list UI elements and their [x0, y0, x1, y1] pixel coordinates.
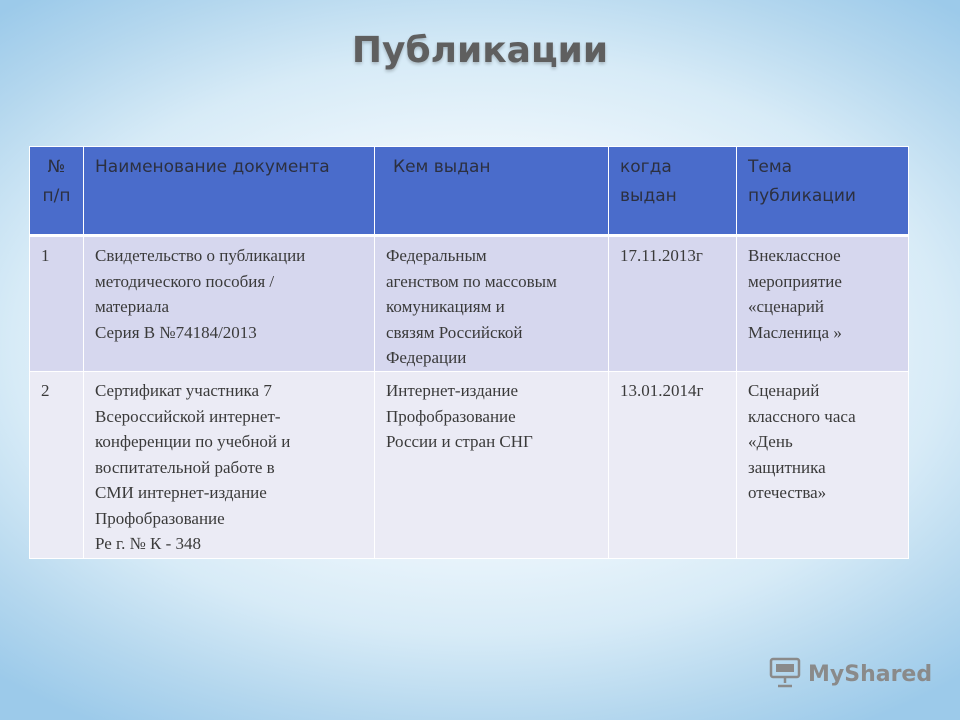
text-line: Федеральным — [386, 246, 487, 265]
text-line: мероприятие — [748, 271, 842, 291]
cell-number: 1 — [30, 236, 84, 372]
text-line: Профобразование — [386, 406, 516, 426]
text-line: конференции по учебной и — [95, 432, 291, 451]
text-line: Интернет-издание — [386, 381, 519, 400]
cell-document-name — [84, 236, 375, 372]
text-line: классного часа — [748, 406, 856, 426]
text-line: отечества» — [748, 483, 827, 502]
publications-table — [29, 146, 909, 559]
text-line: материала — [95, 297, 170, 316]
cell-issued-by — [375, 372, 609, 559]
text-line: Серия В №74184/2013 — [95, 322, 257, 342]
table-row — [30, 372, 909, 559]
text-line: защитника — [748, 457, 826, 477]
text-line: Сценарий — [748, 381, 820, 400]
header-topic: Тема публикации — [737, 147, 909, 236]
table-header-row — [30, 147, 909, 236]
cell-issue-date: 13.01.2014г — [609, 372, 737, 559]
header-issued-by: Кем выдан — [375, 147, 609, 236]
text-line: воспитательной работе в — [95, 457, 275, 477]
page-title: Публикации — [351, 30, 609, 71]
text-line: Всероссийской интернет- — [95, 406, 281, 426]
watermark-text: MyShared — [808, 661, 933, 687]
header-document-name: Наименование документа — [84, 147, 375, 236]
text-line: «День — [748, 432, 793, 451]
text-line: СМИ интернет-издание — [95, 483, 267, 502]
text-line: Сертификат участника 7 — [95, 381, 272, 400]
text-line: «сценарий — [748, 297, 825, 316]
text-line: Масленица » — [748, 322, 842, 342]
cell-document-name — [84, 372, 375, 559]
presentation-board-icon — [768, 656, 802, 693]
text-line: связям Российской — [386, 322, 523, 342]
cell-number: 2 — [30, 372, 84, 559]
cell-topic — [737, 372, 909, 559]
text-line: комуникациям и — [386, 297, 505, 316]
text-line: Федерации — [386, 348, 467, 367]
text-line: Профобразование — [95, 508, 225, 528]
header-number: № п/п — [30, 147, 84, 236]
header-issue-date: когда выдан — [609, 147, 737, 236]
text-line: методического пособия / — [95, 271, 275, 291]
cell-topic — [737, 236, 909, 372]
text-line: агенством по массовым — [386, 271, 557, 291]
cell-issued-by — [375, 236, 609, 372]
text-line: Свидетельство о публикации — [95, 246, 306, 265]
cell-issue-date: 17.11.2013г — [609, 236, 737, 372]
watermark-logo — [768, 656, 932, 692]
text-line: Ре г. № К - 348 — [95, 534, 202, 553]
text-line: Внеклассное — [748, 246, 841, 265]
text-line: России и стран СНГ — [386, 432, 533, 451]
table-row — [30, 236, 909, 372]
